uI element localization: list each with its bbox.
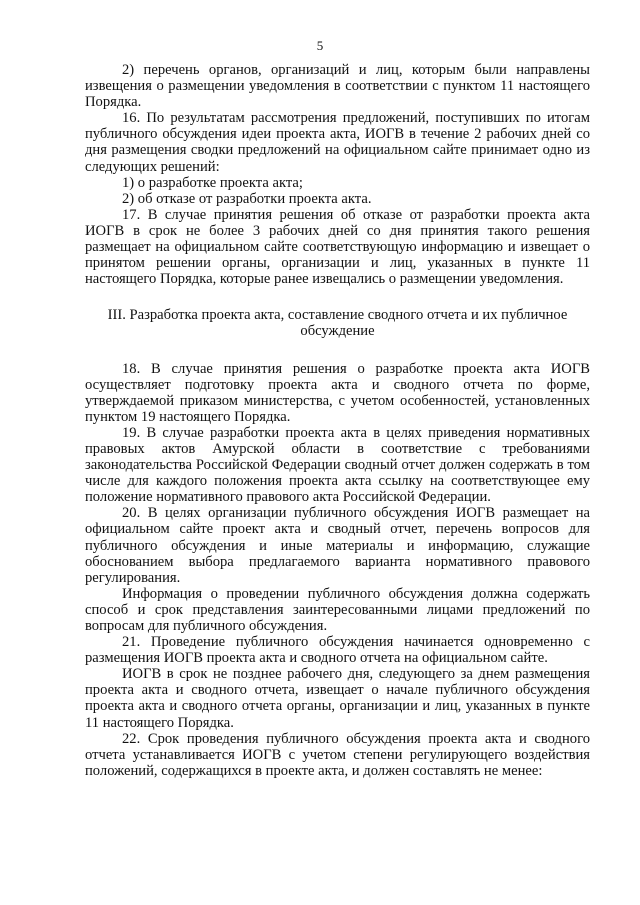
section-heading-3: III. Разработка проекта акта, составление сводного отчета и их публичное обсуждение <box>107 307 568 340</box>
page-number: 5 <box>316 38 324 53</box>
paragraph-20-info: Информация о проведении публичного обсуждения должна содержать способ и срок представления заинтересованными лицами предложений по вопросам для публичного обсуждения. <box>85 585 590 634</box>
paragraph-list-item-2: 2) перечень органов, организаций и лиц, которым были направлены извещения о размещении уведомления в соответствии с пунктом 11 настоящего Порядка. <box>85 62 590 111</box>
paragraph-20: 20. В целях организации публичного обсуждения ИОГВ размещает на официальном сайте проект акта и сводный отчет, перечень вопросов для публичного обсуждения и иные материалы и информацию, служащие обоснованием выбора предлагаемого варианта нормативного правового регулирования. <box>85 505 590 586</box>
paragraph-decision-1: 1) о разработке проекта акта; <box>122 174 303 191</box>
paragraph-16: 16. По результатам рассмотрения предложений, поступивших по итогам публичного обсуждения идеи проекта акта, ИОГВ в течение 2 рабочих дней со дня размещения сводки предложений на официальном сайте принимает одно из следующих решений: <box>85 110 590 175</box>
document-body <box>85 62 590 779</box>
paragraph-19: 19. В случае разработки проекта акта в целях приведения нормативных правовых актов Амурской области в соответствие с требованиями законодательства Российской Федерации сводный отчет должен содержать в том числе для каждого положения проекта акта ссылку на соответствующее ему положение нормативного правового акта Российской Федерации. <box>85 424 590 506</box>
paragraph-21: 21. Проведение публичного обсуждения начинается одновременно с размещения ИОГВ проекта акта и сводного отчета на официальном сайте. <box>85 634 590 667</box>
paragraph-17: 17. В случае принятия решения об отказе от разработки проекта акта ИОГВ в срок не более 3 рабочих дней со дня принятия такого решения размещает на официальном сайте соответствующую информацию и извещает о принятом решении органы, организации и лиц, указанных в пункте 11 настоящего Порядка, которые ранее извещались о размещении уведомления. <box>85 206 590 288</box>
paragraph-21-notice: ИОГВ в срок не позднее рабочего дня, следующего за днем размещения проекта акта и сводного отчета, извещает о начале публичного обсуждения проекта акта и сводного отчета органы, организации и лиц, указанных в пункте 11 настоящего Порядка. <box>85 666 590 731</box>
paragraph-18: 18. В случае принятия решения о разработке проекта акта ИОГВ осуществляет подготовку проекта акта и сводного отчета по форме, утверждаемой приказом министерства, с учетом особенностей, установленных пунктом 19 настоящего Порядка. <box>85 360 590 425</box>
paragraph-decision-2: 2) об отказе от разработки проекта акта. <box>122 190 372 207</box>
paragraph-22: 22. Срок проведения публичного обсуждения проекта акта и сводного отчета устанавливается ИОГВ с учетом степени регулирующего воздействия положений, содержащихся в проекте акта, и должен составлять не менее: <box>85 730 590 779</box>
